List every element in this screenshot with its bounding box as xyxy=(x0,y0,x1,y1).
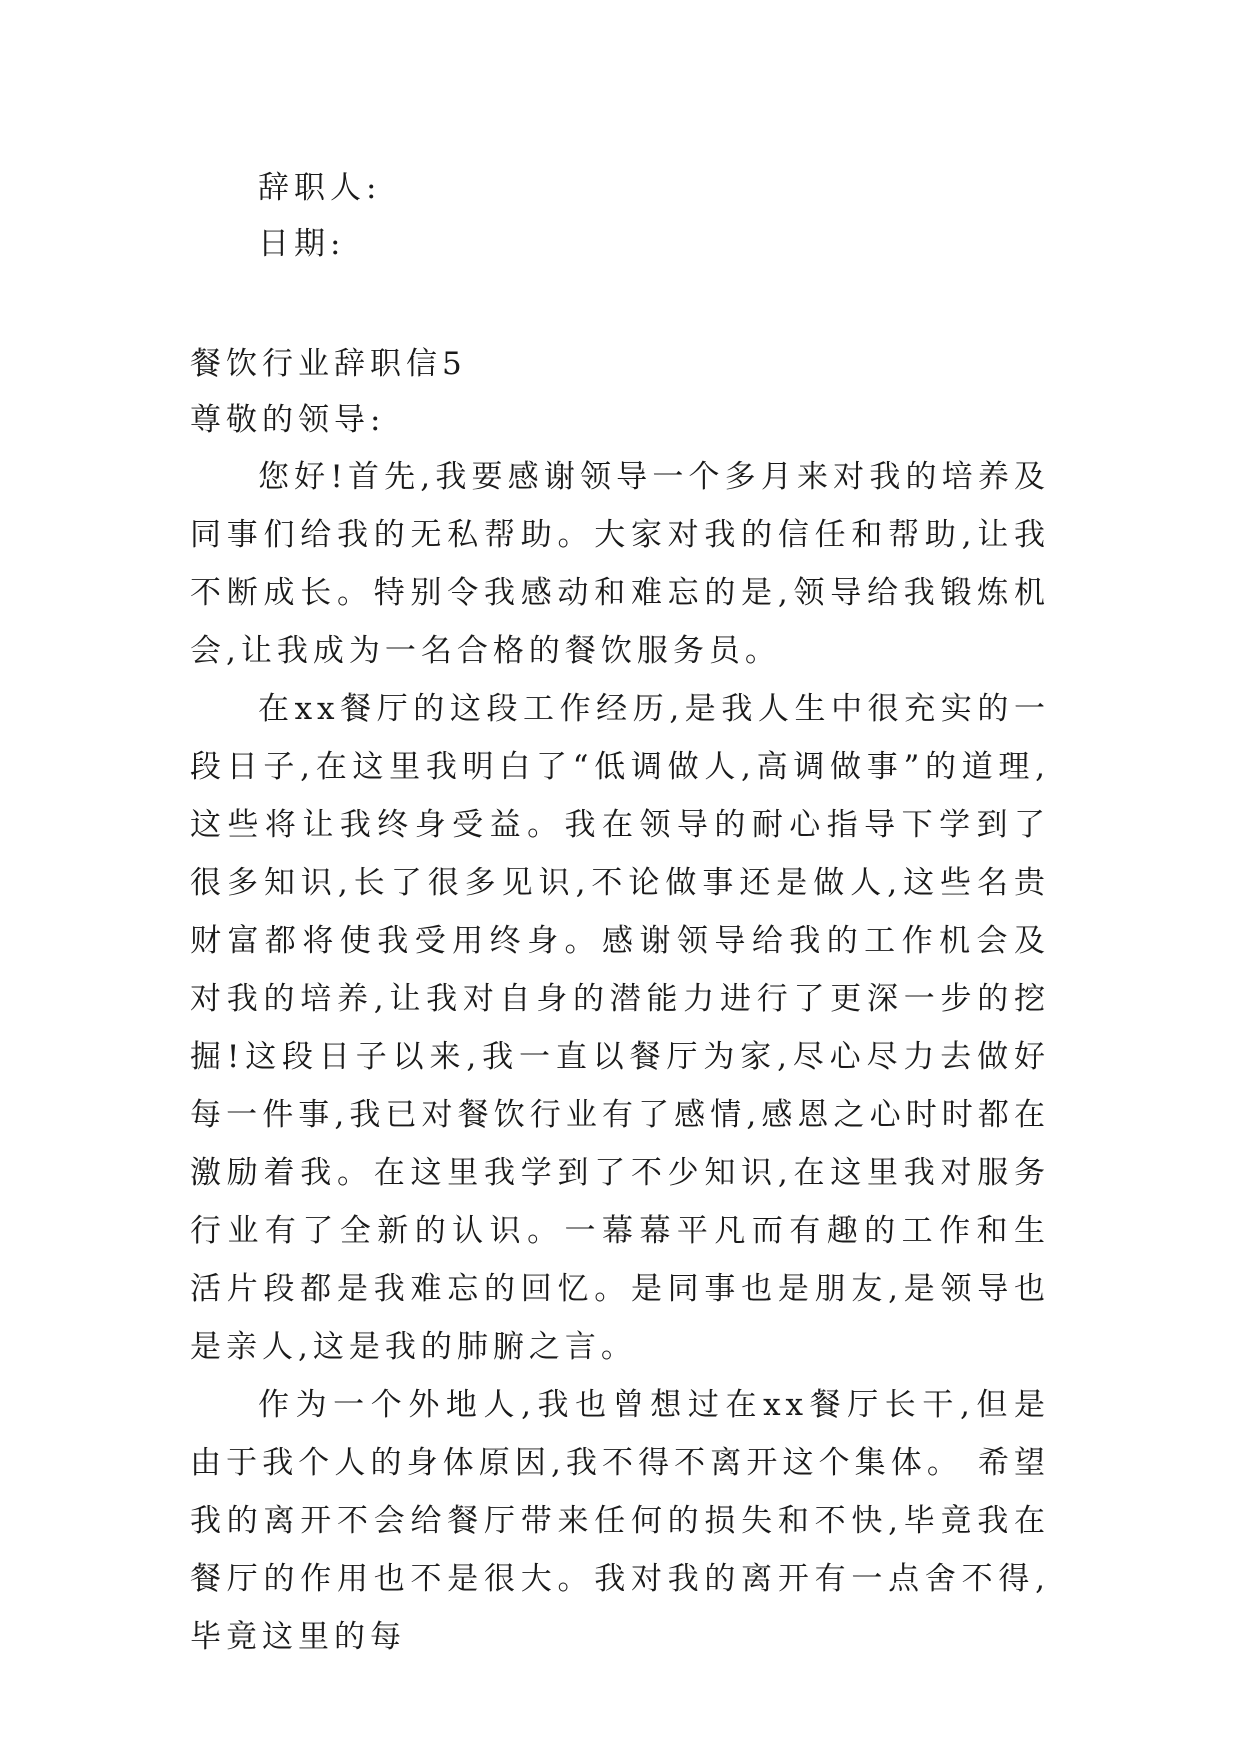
letter-paragraph: 在xx餐厅的这段工作经历,是我人生中很充实的一段日子,在这里我明白了“低调做人,高调做事”的道理,这些将让我终身受益。我在领导的耐心指导下学到了很多知识,长了很多见识,不论做事还是做人,这些名贵财富都将使我受用终身。感谢领导给我的工作机会及对我的培养,让我对自身的潜能力进行了更深一步的挖掘!这段日子以来,我一直以餐厅为家,尽心尽力去做好每一件事,我已对餐饮行业有了感情,感恩之心时时都在激励着我。在这里我学到了不少知识,在这里我对服务行业有了全新的认识。一幕幕平凡而有趣的工作和生活片段都是我难忘的回忆。是同事也是朋友,是领导也是亲人,这是我的肺腑之言。 xyxy=(190,691,1050,1365)
date-label: 日期: xyxy=(258,226,346,262)
letter-title: 餐饮行业辞职信5 xyxy=(190,346,467,382)
letter-body xyxy=(190,448,1050,1666)
letter-salutation: 尊敬的领导: xyxy=(190,402,386,438)
letter-paragraph: 您好!首先,我要感谢领导一个多月来对我的培养及同事们给我的无私帮助。大家对我的信任和帮助,让我不断成长。特别令我感动和难忘的是,领导给我锻炼机会,让我成为一名合格的餐饮服务员。 xyxy=(190,459,1050,669)
resigner-label: 辞职人: xyxy=(258,170,382,206)
letter-paragraph: 作为一个外地人,我也曾想过在xx餐厅长干,但是由于我个人的身体原因,我不得不离开这个集体。 希望我的离开不会给餐厅带来任何的损失和不快,毕竟我在餐厅的作用也不是很大。我对我的离开有一点舍不得,毕竟这里的每 xyxy=(190,1387,1050,1655)
